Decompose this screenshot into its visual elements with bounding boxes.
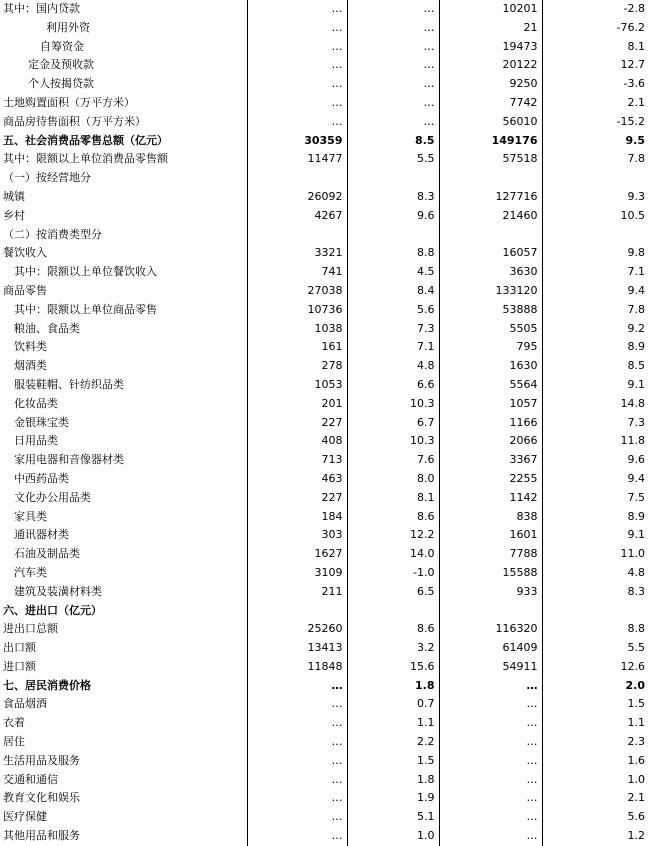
row-label: 化妆品类 bbox=[14, 396, 58, 410]
value-cumulative-growth: 7.3 bbox=[542, 414, 649, 433]
value-cumulative-amount: 933 bbox=[439, 583, 542, 602]
value-cumulative-growth: 9.3 bbox=[542, 188, 649, 207]
row-label: 服装鞋帽、针纺织品类 bbox=[14, 377, 124, 391]
value-month-growth: 5.1 bbox=[347, 808, 439, 827]
value-month-growth bbox=[347, 169, 439, 188]
value-month-amount: … bbox=[247, 808, 347, 827]
value-month-amount: … bbox=[247, 75, 347, 94]
value-cumulative-growth: 9.1 bbox=[542, 526, 649, 545]
table-row bbox=[0, 752, 649, 771]
table-row bbox=[0, 301, 649, 320]
value-month-amount: … bbox=[247, 94, 347, 113]
value-cumulative-growth: 7.1 bbox=[542, 263, 649, 282]
table-row bbox=[0, 150, 649, 169]
value-cumulative-amount: 5564 bbox=[439, 376, 542, 395]
table-row bbox=[0, 432, 649, 451]
value-month-growth: … bbox=[347, 0, 439, 19]
value-cumulative-growth bbox=[542, 602, 649, 621]
value-cumulative-amount: 16057 bbox=[439, 244, 542, 263]
value-cumulative-growth: 9.1 bbox=[542, 376, 649, 395]
value-month-growth bbox=[347, 226, 439, 245]
value-month-growth: … bbox=[347, 56, 439, 75]
value-cumulative-growth: 8.1 bbox=[542, 38, 649, 57]
row-label: 金银珠宝类 bbox=[14, 415, 69, 429]
value-cumulative-growth: 12.7 bbox=[542, 56, 649, 75]
value-month-growth: 7.6 bbox=[347, 451, 439, 470]
row-label: 餐饮收入 bbox=[3, 246, 47, 260]
value-month-growth: 8.0 bbox=[347, 470, 439, 489]
value-cumulative-growth: 11.8 bbox=[542, 432, 649, 451]
value-month-amount: 227 bbox=[247, 414, 347, 433]
value-month-amount: … bbox=[247, 771, 347, 790]
value-cumulative-growth: 10.5 bbox=[542, 207, 649, 226]
row-label: 家用电器和音像器材类 bbox=[14, 453, 124, 467]
value-cumulative-growth: 5.5 bbox=[542, 639, 649, 658]
table-row bbox=[0, 677, 649, 696]
value-cumulative-amount: 57518 bbox=[439, 150, 542, 169]
row-label: 烟酒类 bbox=[14, 359, 47, 373]
table-row bbox=[0, 508, 649, 527]
value-cumulative-growth: 2.1 bbox=[542, 94, 649, 113]
value-month-amount: … bbox=[247, 789, 347, 808]
value-month-amount: 713 bbox=[247, 451, 347, 470]
value-cumulative-amount: … bbox=[439, 752, 542, 771]
row-label: 石油及制品类 bbox=[14, 547, 80, 561]
table-row bbox=[0, 639, 649, 658]
value-cumulative-amount: … bbox=[439, 789, 542, 808]
row-label: 个人按揭贷款 bbox=[28, 77, 94, 91]
value-month-growth: 1.8 bbox=[347, 771, 439, 790]
value-month-amount: 408 bbox=[247, 432, 347, 451]
row-label: 建筑及装潢材料类 bbox=[14, 584, 102, 598]
value-month-growth: … bbox=[347, 38, 439, 57]
value-cumulative-amount: 2255 bbox=[439, 470, 542, 489]
value-cumulative-growth: 8.9 bbox=[542, 508, 649, 527]
value-cumulative-amount: 1601 bbox=[439, 526, 542, 545]
table-row bbox=[0, 620, 649, 639]
value-month-amount: 30359 bbox=[247, 132, 347, 151]
table-row bbox=[0, 169, 649, 188]
row-label: 进出口总额 bbox=[3, 622, 58, 636]
row-label: （一）按经营地分 bbox=[3, 171, 91, 185]
value-cumulative-growth: 8.9 bbox=[542, 338, 649, 357]
value-cumulative-growth: 4.8 bbox=[542, 564, 649, 583]
row-label: 日用品类 bbox=[14, 434, 58, 448]
value-cumulative-growth: 1.5 bbox=[542, 695, 649, 714]
table-row bbox=[0, 489, 649, 508]
value-cumulative-growth bbox=[542, 169, 649, 188]
table-row bbox=[0, 226, 649, 245]
value-month-growth: 4.5 bbox=[347, 263, 439, 282]
value-cumulative-amount: 1630 bbox=[439, 357, 542, 376]
row-label: 生活用品及服务 bbox=[3, 753, 80, 767]
value-cumulative-amount: 1057 bbox=[439, 395, 542, 414]
row-label: 食品烟酒 bbox=[3, 697, 47, 711]
value-month-growth: 1.9 bbox=[347, 789, 439, 808]
table-row bbox=[0, 526, 649, 545]
value-month-amount: 25260 bbox=[247, 620, 347, 639]
value-month-amount: 1627 bbox=[247, 545, 347, 564]
value-cumulative-amount: … bbox=[439, 827, 542, 846]
value-month-amount: 11477 bbox=[247, 150, 347, 169]
value-cumulative-growth: 5.6 bbox=[542, 808, 649, 827]
row-label: 居住 bbox=[3, 735, 25, 749]
value-month-growth: 8.1 bbox=[347, 489, 439, 508]
row-label: 家具类 bbox=[14, 509, 47, 523]
row-label: 通讯器材类 bbox=[14, 528, 69, 542]
value-cumulative-amount: … bbox=[439, 677, 542, 696]
table-row bbox=[0, 132, 649, 151]
value-cumulative-growth: 12.6 bbox=[542, 658, 649, 677]
value-month-growth: 5.6 bbox=[347, 301, 439, 320]
table-row bbox=[0, 733, 649, 752]
value-cumulative-growth: -3.6 bbox=[542, 75, 649, 94]
table-row bbox=[0, 545, 649, 564]
value-month-growth: … bbox=[347, 19, 439, 38]
value-month-amount: … bbox=[247, 827, 347, 846]
value-cumulative-growth: 9.6 bbox=[542, 451, 649, 470]
value-cumulative-amount: 838 bbox=[439, 508, 542, 527]
value-cumulative-amount: 7788 bbox=[439, 545, 542, 564]
value-month-growth: 6.6 bbox=[347, 376, 439, 395]
value-cumulative-growth: 9.8 bbox=[542, 244, 649, 263]
value-month-growth: 1.5 bbox=[347, 752, 439, 771]
value-month-growth: 9.6 bbox=[347, 207, 439, 226]
table-row bbox=[0, 808, 649, 827]
table-row bbox=[0, 207, 649, 226]
value-month-amount: 741 bbox=[247, 263, 347, 282]
value-cumulative-amount: … bbox=[439, 771, 542, 790]
value-month-amount: 201 bbox=[247, 395, 347, 414]
row-label: 定金及预收款 bbox=[28, 58, 94, 72]
value-cumulative-growth bbox=[542, 226, 649, 245]
value-month-amount: … bbox=[247, 19, 347, 38]
value-month-growth: 8.6 bbox=[347, 508, 439, 527]
row-label: 其中：限额以上单位餐饮收入 bbox=[14, 265, 157, 279]
row-label: 七、居民消费价格 bbox=[3, 678, 91, 692]
value-month-amount: 463 bbox=[247, 470, 347, 489]
value-cumulative-amount: 10201 bbox=[439, 0, 542, 19]
value-month-amount: 13413 bbox=[247, 639, 347, 658]
value-month-amount: … bbox=[247, 733, 347, 752]
value-month-amount: … bbox=[247, 714, 347, 733]
value-month-amount: 10736 bbox=[247, 301, 347, 320]
value-month-amount: 227 bbox=[247, 489, 347, 508]
value-month-amount bbox=[247, 602, 347, 621]
value-cumulative-growth: 2.1 bbox=[542, 789, 649, 808]
table-row bbox=[0, 338, 649, 357]
table-row bbox=[0, 38, 649, 57]
value-month-growth: 8.8 bbox=[347, 244, 439, 263]
value-cumulative-amount: 1166 bbox=[439, 414, 542, 433]
value-cumulative-growth: 8.8 bbox=[542, 620, 649, 639]
row-label: 其他用品和服务 bbox=[3, 829, 80, 843]
row-label: 进口额 bbox=[3, 659, 36, 673]
value-month-growth: … bbox=[347, 113, 439, 132]
value-cumulative-amount: 21 bbox=[439, 19, 542, 38]
row-label: 商品零售 bbox=[3, 283, 47, 297]
value-cumulative-amount: 795 bbox=[439, 338, 542, 357]
value-cumulative-amount: … bbox=[439, 714, 542, 733]
value-month-amount: … bbox=[247, 752, 347, 771]
table-row bbox=[0, 376, 649, 395]
value-month-amount bbox=[247, 226, 347, 245]
row-label: 医疗保健 bbox=[3, 810, 47, 824]
table-row bbox=[0, 564, 649, 583]
value-cumulative-amount: 53888 bbox=[439, 301, 542, 320]
value-month-amount: … bbox=[247, 38, 347, 57]
value-month-amount: 3109 bbox=[247, 564, 347, 583]
value-month-amount: … bbox=[247, 677, 347, 696]
value-month-growth: 15.6 bbox=[347, 658, 439, 677]
value-cumulative-amount: 54911 bbox=[439, 658, 542, 677]
value-cumulative-growth: -76.2 bbox=[542, 19, 649, 38]
value-cumulative-growth: 8.3 bbox=[542, 583, 649, 602]
value-cumulative-growth: 14.8 bbox=[542, 395, 649, 414]
table-row bbox=[0, 789, 649, 808]
value-month-growth: 6.7 bbox=[347, 414, 439, 433]
row-label: 乡村 bbox=[3, 208, 25, 222]
value-cumulative-amount: 7742 bbox=[439, 94, 542, 113]
value-month-growth: 8.3 bbox=[347, 188, 439, 207]
value-cumulative-amount: 3630 bbox=[439, 263, 542, 282]
value-month-growth: 8.6 bbox=[347, 620, 439, 639]
value-month-amount: 11848 bbox=[247, 658, 347, 677]
value-cumulative-amount: 19473 bbox=[439, 38, 542, 57]
value-cumulative-growth: 9.4 bbox=[542, 470, 649, 489]
row-label: 五、社会消费品零售总额（亿元） bbox=[3, 133, 168, 147]
value-cumulative-growth: 7.8 bbox=[542, 150, 649, 169]
row-label: 六、进出口（亿元） bbox=[3, 603, 102, 617]
value-month-amount: 1053 bbox=[247, 376, 347, 395]
row-label: 中西药品类 bbox=[14, 471, 69, 485]
table-row bbox=[0, 827, 649, 846]
row-label: 教育文化和娱乐 bbox=[3, 791, 80, 805]
table-row bbox=[0, 658, 649, 677]
value-month-amount: 26092 bbox=[247, 188, 347, 207]
row-label: 交通和通信 bbox=[3, 772, 58, 786]
value-month-amount: … bbox=[247, 56, 347, 75]
row-label: 土地购置面积（万平方米） bbox=[3, 95, 135, 109]
table-row bbox=[0, 357, 649, 376]
value-cumulative-amount: 56010 bbox=[439, 113, 542, 132]
value-month-growth: 7.3 bbox=[347, 320, 439, 339]
value-cumulative-amount: … bbox=[439, 733, 542, 752]
value-cumulative-growth: 9.5 bbox=[542, 132, 649, 151]
value-cumulative-growth: 11.0 bbox=[542, 545, 649, 564]
value-cumulative-growth: 1.2 bbox=[542, 827, 649, 846]
value-month-amount: … bbox=[247, 0, 347, 19]
value-month-amount bbox=[247, 169, 347, 188]
value-cumulative-amount: 20122 bbox=[439, 56, 542, 75]
value-month-growth: 3.2 bbox=[347, 639, 439, 658]
table-row bbox=[0, 56, 649, 75]
value-cumulative-amount bbox=[439, 602, 542, 621]
value-cumulative-amount: 2066 bbox=[439, 432, 542, 451]
value-cumulative-amount: 9250 bbox=[439, 75, 542, 94]
table-row bbox=[0, 395, 649, 414]
value-month-amount: … bbox=[247, 113, 347, 132]
value-cumulative-growth: -2.8 bbox=[542, 0, 649, 19]
value-cumulative-amount bbox=[439, 169, 542, 188]
value-month-growth: 14.0 bbox=[347, 545, 439, 564]
value-month-amount: 161 bbox=[247, 338, 347, 357]
value-cumulative-growth: 2.3 bbox=[542, 733, 649, 752]
row-label: 粮油、食品类 bbox=[14, 321, 80, 335]
value-month-growth: 7.1 bbox=[347, 338, 439, 357]
table-row bbox=[0, 583, 649, 602]
table-row bbox=[0, 188, 649, 207]
table-row bbox=[0, 263, 649, 282]
value-cumulative-amount: … bbox=[439, 695, 542, 714]
value-cumulative-growth: 7.8 bbox=[542, 301, 649, 320]
table-row bbox=[0, 320, 649, 339]
value-month-growth: … bbox=[347, 75, 439, 94]
row-label: 城镇 bbox=[3, 189, 25, 203]
value-cumulative-growth: 9.2 bbox=[542, 320, 649, 339]
value-cumulative-amount: 149176 bbox=[439, 132, 542, 151]
value-cumulative-amount: 21460 bbox=[439, 207, 542, 226]
value-cumulative-growth: 1.6 bbox=[542, 752, 649, 771]
table-row bbox=[0, 695, 649, 714]
value-month-amount: … bbox=[247, 695, 347, 714]
value-month-amount: 3321 bbox=[247, 244, 347, 263]
value-month-amount: 211 bbox=[247, 583, 347, 602]
table-row bbox=[0, 714, 649, 733]
value-cumulative-amount bbox=[439, 226, 542, 245]
value-month-amount: 303 bbox=[247, 526, 347, 545]
row-label: 商品房待售面积（万平方米） bbox=[3, 114, 146, 128]
row-label: 汽车类 bbox=[14, 565, 47, 579]
row-label: 其中：限额以上单位消费品零售额 bbox=[3, 152, 168, 166]
value-month-growth: 12.2 bbox=[347, 526, 439, 545]
value-cumulative-amount: 61409 bbox=[439, 639, 542, 658]
value-cumulative-growth: -15.2 bbox=[542, 113, 649, 132]
row-label: 其中：限额以上单位商品零售 bbox=[14, 302, 157, 316]
table-row bbox=[0, 414, 649, 433]
value-month-growth: 8.4 bbox=[347, 282, 439, 301]
row-label: 其中：国内贷款 bbox=[3, 2, 80, 15]
value-month-growth: 8.5 bbox=[347, 132, 439, 151]
table-row bbox=[0, 771, 649, 790]
value-month-growth: 1.1 bbox=[347, 714, 439, 733]
value-cumulative-amount: 1142 bbox=[439, 489, 542, 508]
value-month-amount: 1038 bbox=[247, 320, 347, 339]
table-row bbox=[0, 470, 649, 489]
table-row bbox=[0, 244, 649, 263]
row-label: 饮料类 bbox=[14, 340, 47, 354]
value-cumulative-amount: 127716 bbox=[439, 188, 542, 207]
value-month-growth bbox=[347, 602, 439, 621]
table-row bbox=[0, 113, 649, 132]
value-cumulative-growth: 9.4 bbox=[542, 282, 649, 301]
row-label: （二）按消费类型分 bbox=[3, 227, 102, 241]
value-month-growth: 2.2 bbox=[347, 733, 439, 752]
value-month-amount: 278 bbox=[247, 357, 347, 376]
value-month-growth: 1.8 bbox=[347, 677, 439, 696]
table-row bbox=[0, 0, 649, 19]
value-month-amount: 184 bbox=[247, 508, 347, 527]
value-month-growth: 4.8 bbox=[347, 357, 439, 376]
row-label: 衣着 bbox=[3, 716, 25, 730]
table-row bbox=[0, 282, 649, 301]
value-cumulative-growth: 7.5 bbox=[542, 489, 649, 508]
table-row bbox=[0, 451, 649, 470]
value-month-amount: 4267 bbox=[247, 207, 347, 226]
value-cumulative-amount: 5505 bbox=[439, 320, 542, 339]
value-cumulative-amount: … bbox=[439, 808, 542, 827]
value-cumulative-amount: 116320 bbox=[439, 620, 542, 639]
value-month-growth: 10.3 bbox=[347, 432, 439, 451]
value-month-growth: 10.3 bbox=[347, 395, 439, 414]
row-label: 利用外资 bbox=[46, 20, 90, 34]
value-cumulative-growth: 1.1 bbox=[542, 714, 649, 733]
value-cumulative-growth: 2.0 bbox=[542, 677, 649, 696]
value-month-growth: -1.0 bbox=[347, 564, 439, 583]
value-cumulative-growth: 8.5 bbox=[542, 357, 649, 376]
value-cumulative-amount: 133120 bbox=[439, 282, 542, 301]
value-cumulative-amount: 3367 bbox=[439, 451, 542, 470]
value-month-growth: 5.5 bbox=[347, 150, 439, 169]
value-month-growth: 0.7 bbox=[347, 695, 439, 714]
value-month-growth: 1.0 bbox=[347, 827, 439, 846]
value-cumulative-growth: 1.0 bbox=[542, 771, 649, 790]
value-cumulative-amount: 15588 bbox=[439, 564, 542, 583]
value-month-growth: … bbox=[347, 94, 439, 113]
row-label: 文化办公用品类 bbox=[14, 490, 91, 504]
table-row bbox=[0, 19, 649, 38]
table-row bbox=[0, 602, 649, 621]
row-label: 出口额 bbox=[3, 641, 36, 655]
value-month-amount: 27038 bbox=[247, 282, 347, 301]
table-row bbox=[0, 75, 649, 94]
value-month-growth: 6.5 bbox=[347, 583, 439, 602]
row-label: 自筹资金 bbox=[40, 39, 84, 53]
table-row bbox=[0, 94, 649, 113]
